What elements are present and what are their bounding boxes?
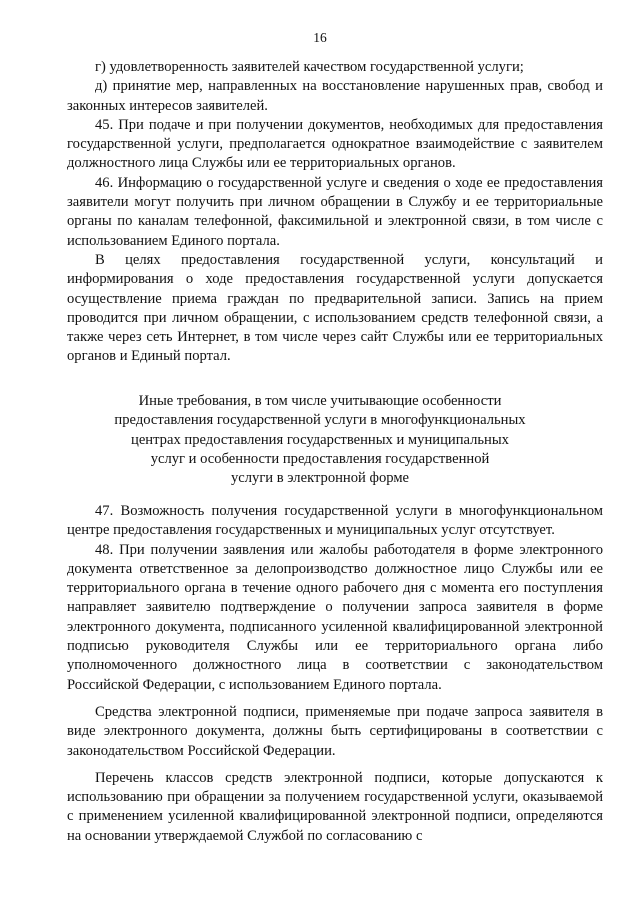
paragraph-signature-means: Средства электронной подписи, применяемые при подаче запроса заявителя в виде электронного документа, должны быть сертифицированы в соответствии с законодательством Российской Федерации. (67, 703, 603, 759)
heading-line: услуги в электронной форме (230, 470, 410, 487)
paragraph-signature-classes: Перечень классов средств электронной подписи, которые допускаются к использованию при обращении за получением государственной услуги, оказываемой с применением усиленной квалифицированной электронной подписи, определяются на основании утверждаемой Службой по согласованию с (67, 769, 603, 844)
paragraph-appointment: В целях предоставления государственной услуги, консультаций и информирования о ходе предоставления государственной услуги допускается осуществление приема граждан по предварительной записи. Запись на прием проводится при личном обращении, с использованием средств телефонной связи, а также через сеть Интернет, в том числе через сайт Службы или ее территориальных органов и Единый портал. (67, 251, 603, 365)
body-text-upper (67, 58, 603, 367)
paragraph-d: д) принятие мер, направленных на восстановление нарушенных прав, свобод и законных интересов заявителей. (67, 78, 603, 114)
section-heading (80, 392, 560, 488)
heading-line: предоставления государственной услуги в многофункциональных (114, 412, 526, 429)
heading-line: центрах предоставления государственных и муниципальных (131, 431, 509, 448)
paragraph-g: г) удовлетворенность заявителей качеством государственной услуги; (95, 59, 524, 75)
paragraph-46: 46. Информацию о государственной услуге и сведения о ходе ее предоставления заявители могут получить при личном обращении в Службу и ее территориальные органы по каналам телефонной, факсимильной и электронной связи, в том числе с использованием Единого портала. (67, 174, 603, 249)
heading-line: услуг и особенности предоставления государственной (150, 450, 490, 467)
paragraph-48: 48. При получении заявления или жалобы работодателя в форме электронного документа ответственное за делопроизводство должностное лицо Службы или ее территориального органа в течение одного рабочего дня с момента его поступления направляет заявителю подтверждение о получении запроса заявителя в форме электронного документа, подписанного усиленной квалифицированной электронной подписью руководителя Службы или ее территориального органа либо уполномоченного должностного лица в соответствии с законодательством Российской Федерации, с использованием Единого портала. (67, 541, 603, 693)
page-number: 16 (313, 30, 327, 45)
paragraph-45: 45. При подаче и при получении документов, необходимых для предоставления государственной услуги, предполагается однократное взаимодействие с заявителем должностного лица Службы или ее территориальных органов. (67, 116, 603, 172)
heading-line: Иные требования, в том числе учитывающие особенности (138, 393, 502, 409)
body-text-lower (67, 502, 603, 846)
paragraph-47: 47. Возможность получения государственной услуги в многофункциональном центре предоставления государственных и муниципальных услуг отсутствует. (67, 503, 603, 539)
